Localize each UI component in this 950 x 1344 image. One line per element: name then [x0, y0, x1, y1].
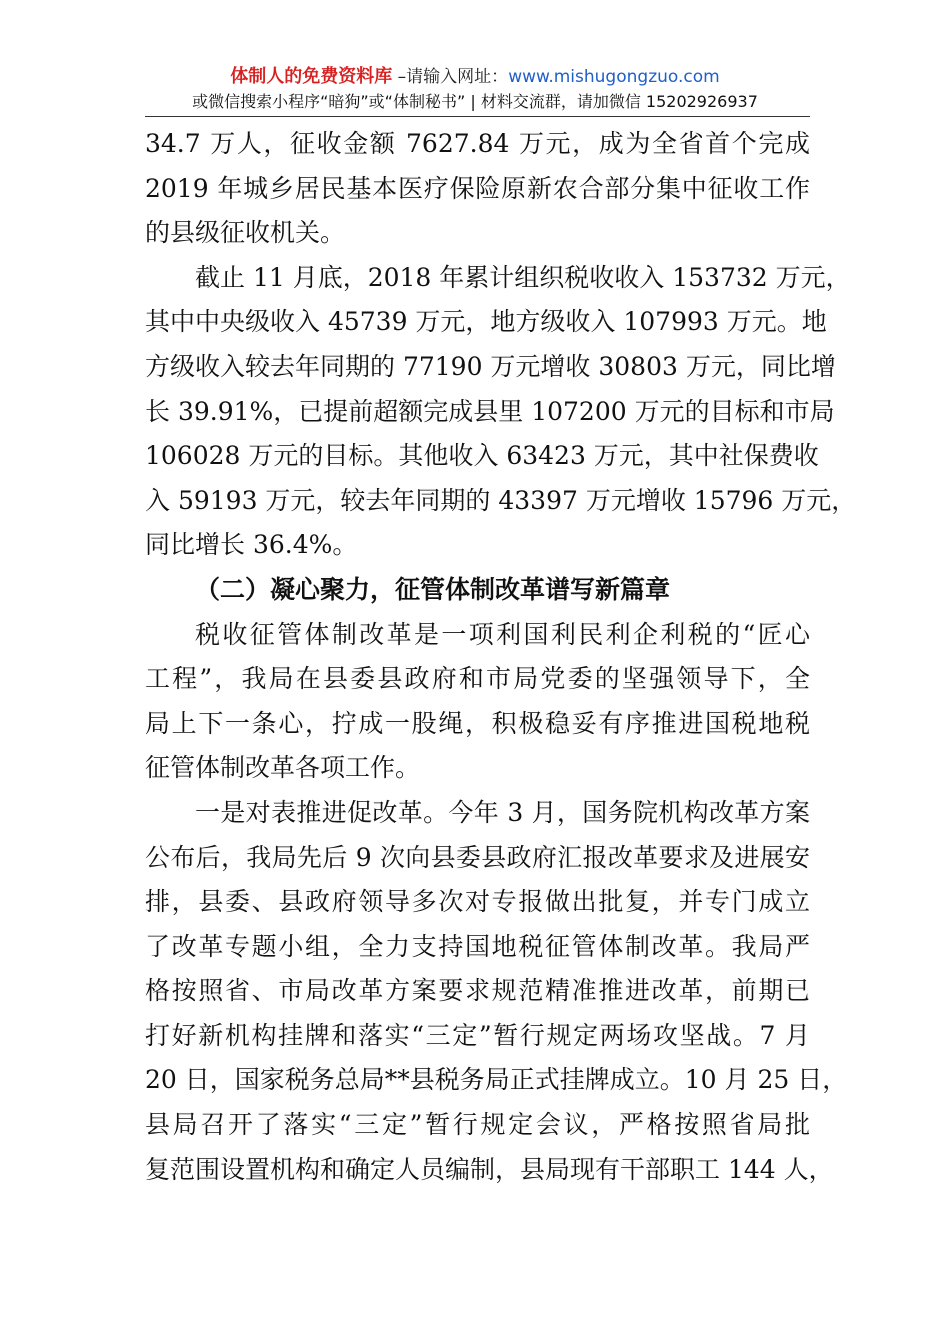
text-line: 2019 年城乡居民基本医疗保险原新农合部分集中征收工作 [145, 173, 810, 203]
paragraph-start-line: 截止 11 月底，2018 年累计组织税收收入 153732 万元， [195, 262, 851, 292]
header-line-1 [0, 66, 950, 88]
text-line: 方级收入较去年同期的 77190 万元增收 30803 万元，同比增 [145, 351, 836, 381]
text-line: 格按照省、市局改革方案要求规范精准推进改革，前期已 [145, 976, 810, 1006]
text-line: 同比增长 36.4%。 [145, 530, 358, 560]
text-line: 34.7 万人，征收金额 7627.84 万元，成为全省首个完成 [145, 129, 810, 158]
text-line: 长 39.91%，已提前超额完成县里 107200 万元的目标和市局 [145, 396, 835, 426]
header-brand: 体制人的免费资料库 [230, 66, 393, 87]
text-line: 了改革专题小组，全力支持国地税征管体制改革。我局严 [145, 931, 810, 961]
header-line-2: 或微信搜索小程序“暗狗”或“体制秘书” | 材料交流群，请加微信 15202926937 [192, 92, 758, 111]
header-separator: –请输入网址： [392, 67, 509, 87]
text-line: 其中中央级收入 45739 万元，地方级收入 107993 万元。地 [145, 307, 827, 337]
text-line: 106028 万元的目标。其他收入 63423 万元，其中社保费收 [145, 441, 819, 471]
text-line: 县局召开了落实“三定”暂行规定会议，严格按照省局批 [145, 1110, 810, 1140]
text-line: 排，县委、县政府领导多次对专报做出批复，并专门成立 [145, 887, 810, 917]
text-line: 征管体制改革各项工作。 [145, 753, 421, 783]
page-header [0, 66, 950, 113]
paragraph-start-line: 一是对表推进促改革。今年 3 月，国务院机构改革方案 [195, 797, 810, 827]
text-line: 入 59193 万元，较去年同期的 43397 万元增收 15796 万元， [145, 485, 857, 515]
header-divider [145, 116, 810, 117]
text-line: 局上下一条心，拧成一股绳，积极稳妥有序推进国税地税 [145, 708, 810, 738]
section-heading: （二）凝心聚力，征管体制改革谱写新篇章 [195, 574, 671, 604]
text-line: 的县级征收机关。 [145, 218, 346, 248]
document-body [145, 122, 857, 1192]
paragraph-start-line: 税收征管体制改革是一项利国利民利企利税的“匠心 [195, 619, 810, 649]
text-line: 工程”，我局在县委县政府和市局党委的坚强领导下，全 [145, 664, 810, 694]
text-line: 复范围设置机构和确定人员编制，县局现有干部职工 144 人， [145, 1154, 834, 1184]
text-line: 公布后，我局先后 9 次向县委县政府汇报改革要求及进展安 [145, 842, 810, 872]
text-line: 20 日，国家税务总局**县税务局正式挂牌成立。10 月 25 日， [145, 1065, 848, 1095]
header-url-link[interactable]: www.mishugongzuo.com [508, 67, 720, 87]
text-line: 打好新机构挂牌和落实“三定”暂行规定两场攻坚战。7 月 [145, 1020, 810, 1050]
